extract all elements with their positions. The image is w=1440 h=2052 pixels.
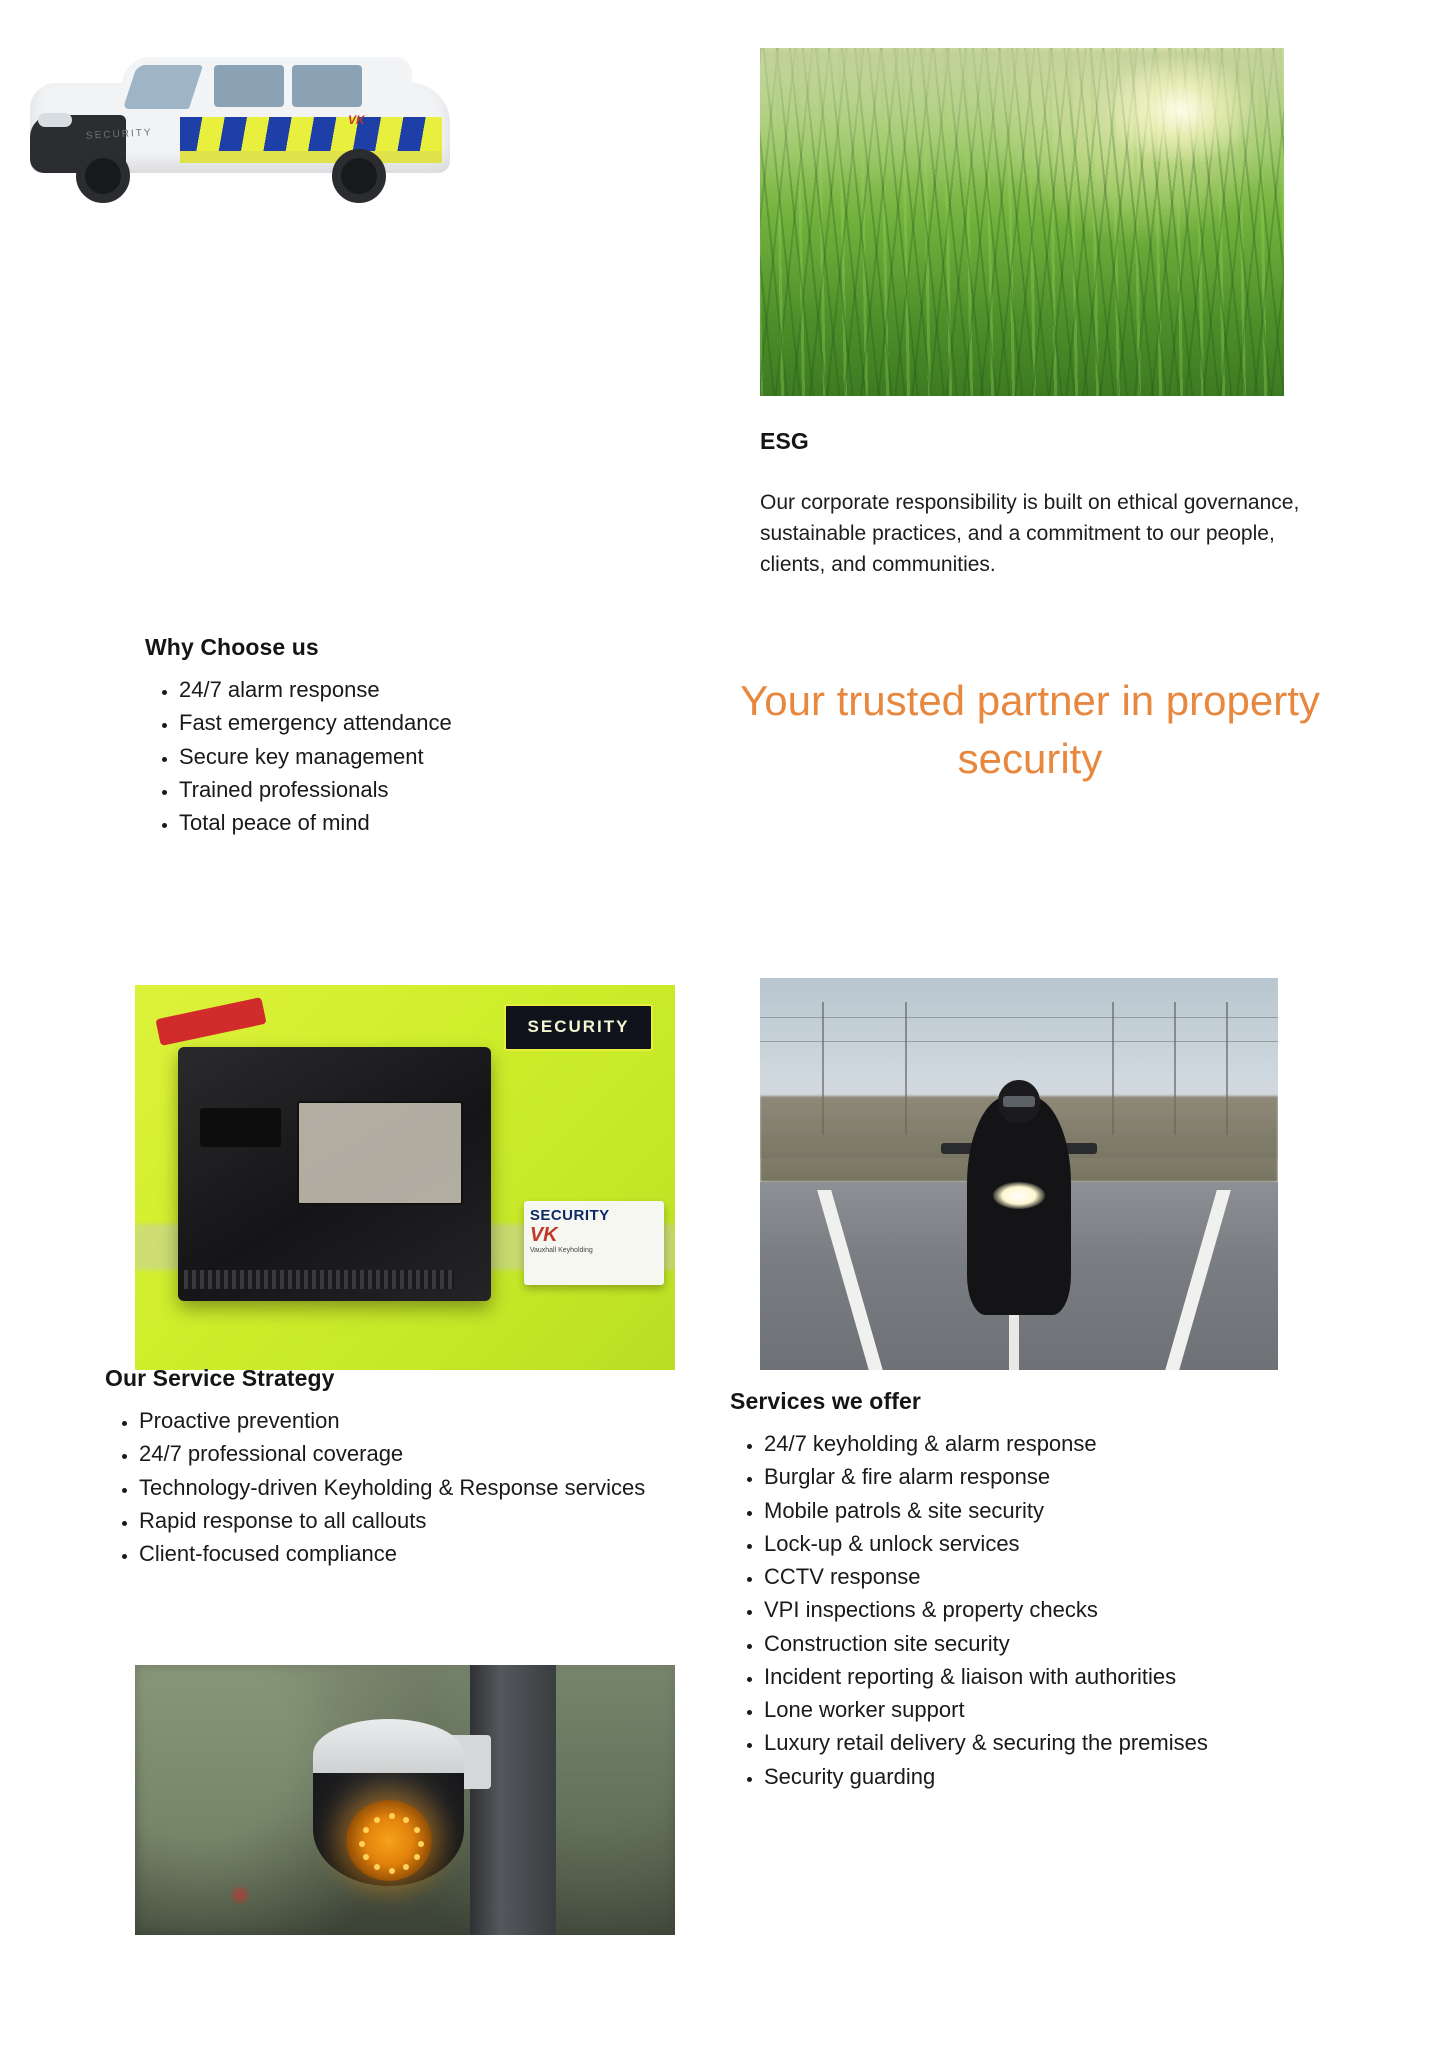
van-battenburg-stripe	[180, 117, 442, 151]
list-item: • Total peace of mind	[179, 808, 685, 837]
list-item: • Lock-up & unlock services	[764, 1529, 1350, 1558]
list-item: • Secure key management	[179, 742, 685, 771]
ir-led-dot	[403, 1817, 409, 1823]
services-offered-heading: Services we offer	[730, 1388, 921, 1414]
service-strategy-heading: Our Service Strategy	[105, 1365, 335, 1391]
van-headlight-icon	[38, 113, 72, 127]
card-line-2: VK	[529, 1223, 558, 1246]
esg-body-text: Our corporate responsibility is built on ethical governance, sustainable practices, and a commitment to our people, clients, and communities.	[760, 491, 1300, 577]
list-item: • Incident reporting & liaison with authorities	[764, 1662, 1350, 1691]
why-choose-us-heading: Why Choose us	[145, 634, 319, 660]
ir-led-dot	[363, 1854, 369, 1860]
page-tagline: Your trusted partner in property security	[740, 677, 1320, 782]
list-item: • VPI inspections & property checks	[764, 1595, 1350, 1624]
keyholding-pouch-image	[135, 985, 675, 1370]
helmet-visor	[1003, 1096, 1034, 1108]
services-offered-section	[730, 1388, 1350, 1795]
ir-led-dot	[374, 1817, 380, 1823]
list-item: • Mobile patrols & site security	[764, 1496, 1350, 1525]
list-item: • 24/7 keyholding & alarm response	[764, 1429, 1350, 1458]
pouch-clip	[200, 1108, 281, 1147]
why-choose-us-list	[145, 675, 685, 837]
van-side-text: SECURITY	[85, 127, 153, 142]
card-line-1: SECURITY	[529, 1206, 610, 1224]
ir-led-dot	[389, 1868, 395, 1874]
ir-led-dot	[414, 1854, 420, 1860]
tagline-block	[700, 672, 1360, 788]
security-id-card	[524, 1201, 664, 1286]
power-line	[760, 1017, 1278, 1018]
pouch-clear-window	[297, 1101, 463, 1205]
list-item: • Rapid response to all callouts	[139, 1506, 705, 1535]
ir-led-dot	[403, 1864, 409, 1870]
van-window-middle	[214, 65, 284, 107]
list-item: • Security guarding	[764, 1762, 1350, 1791]
lens-flare	[232, 1887, 248, 1903]
list-item: • Technology-driven Keyholding & Response services	[139, 1473, 705, 1502]
security-badge-label: SECURITY	[504, 1004, 654, 1050]
security-van-image	[0, 0, 460, 260]
esg-grass-image	[760, 48, 1284, 396]
motorcycle-patrol-image	[760, 978, 1278, 1370]
list-item: • Construction site security	[764, 1629, 1350, 1658]
list-item: • Lone worker support	[764, 1695, 1350, 1724]
van-illustration	[30, 55, 450, 195]
camera-ir-ring	[346, 1800, 432, 1881]
sun-flare-icon	[1106, 55, 1256, 165]
ir-led-dot	[389, 1813, 395, 1819]
power-line	[760, 1041, 1278, 1042]
list-item: • Fast emergency attendance	[179, 708, 685, 737]
ir-led-dot	[374, 1864, 380, 1870]
van-window-rear	[292, 65, 362, 107]
ir-led-dot	[414, 1827, 420, 1833]
motorcycle-headlight-icon	[993, 1182, 1045, 1209]
van-rear-wheel	[332, 149, 386, 203]
services-offered-list	[730, 1429, 1350, 1791]
ir-led-dot	[418, 1841, 424, 1847]
list-item: • Trained professionals	[179, 775, 685, 804]
card-line-3: Vauxhall Keyholding	[529, 1246, 593, 1254]
van-logo: VK	[348, 113, 365, 127]
ir-led-dot	[363, 1827, 369, 1833]
list-item: • Client-focused compliance	[139, 1539, 705, 1568]
list-item: • Luxury retail delivery & securing the premises	[764, 1728, 1350, 1757]
list-item: • Burglar & fire alarm response	[764, 1462, 1350, 1491]
pouch-zipper	[184, 1270, 454, 1289]
list-item: • CCTV response	[764, 1562, 1350, 1591]
cctv-camera-image	[135, 1665, 675, 1935]
mounting-pole	[470, 1665, 556, 1935]
esg-heading: ESG	[760, 428, 809, 454]
why-choose-us-section	[145, 634, 685, 841]
van-front-wheel	[76, 149, 130, 203]
van-lower-stripe	[180, 151, 442, 163]
service-strategy-section	[105, 1365, 705, 1572]
list-item: • Proactive prevention	[139, 1406, 705, 1435]
ir-led-dot	[359, 1841, 365, 1847]
service-strategy-list	[105, 1406, 705, 1568]
esg-section	[760, 428, 1360, 580]
list-item: • 24/7 professional coverage	[139, 1439, 705, 1468]
list-item: • 24/7 alarm response	[179, 675, 685, 704]
